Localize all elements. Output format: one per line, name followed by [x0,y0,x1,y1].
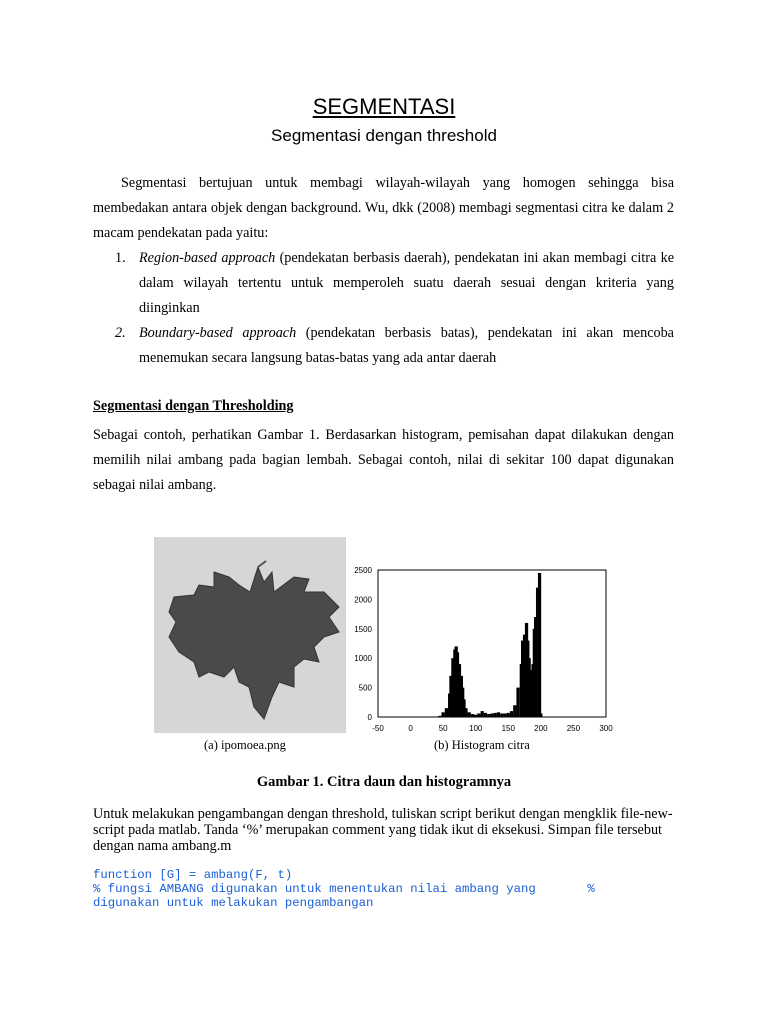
histogram-bar [481,711,484,717]
x-tick-label: 100 [469,724,483,733]
histogram-bar [510,711,513,717]
x-tick-label: 200 [534,724,548,733]
histogram-bar [471,714,474,717]
histogram-bar [445,708,448,717]
figure [150,534,620,764]
list-desc: (pendekatan berbasis batas), pendekatan ini akan mencoba menemukan secara langsung batas-batas yang ada antar daerah [139,325,674,366]
histogram-bar [484,713,487,717]
section-paragraph: Sebagai contoh, perhatikan Gambar 1. Berdasarkan histogram, pemisahan dapat dilakukan dengan memilih nilai ambang pada bagian lembah. Sebagai contoh, nilai di sekitar 100 dapat digunakan sebagai nilai ambang. [93,427,674,493]
x-tick-label: 0 [408,724,413,733]
y-tick-label: 2500 [354,566,372,575]
code-block [93,868,693,910]
histogram-bar [490,713,493,717]
list-term: Region-based approach [139,250,276,266]
histogram-bar [503,713,506,717]
plot-frame [378,570,606,717]
instruction-paragraph: Untuk melakukan pengambangan dengan threshold, tuliskan script berikut dengan mengklik file-new-script pada matlab. Tanda ‘%’ merupakan comment yang tidak ikut di eksekusi. Simpan file tersebut dengan nama ambang.m [93,806,673,854]
histogram-bar [507,713,510,717]
y-tick-label: 1500 [354,624,372,634]
histogram-bar [538,573,541,717]
code-line: digunakan untuk melakukan pengambangan [93,896,374,910]
leaf-image [154,537,346,733]
page-title: SEGMENTASI [312,94,456,119]
y-tick-label: 0 [367,713,372,722]
label-b: (b) Histogram citra [434,738,530,752]
list-desc: (pendekatan berbasis daerah), pendekatan ini akan membagi citra ke dalam wilayah tertentu untuk memperoleh suatu daerah sesuai dengan kriteria yang diinginkan [139,250,674,316]
x-tick-label: 250 [566,724,581,733]
x-tick-label: 300 [599,724,613,733]
approach-list [93,246,674,371]
histogram-bar [477,713,480,717]
list-number: 2. [115,325,126,341]
code-line: function [G] = ambang(F, t) [93,868,293,882]
histogram-bar [500,713,503,717]
page-subtitle: Segmentasi dengan threshold [271,126,497,145]
x-tick-label: -50 [372,724,384,733]
intro-paragraph: Segmentasi bertujuan untuk membagi wilayah-wilayah yang homogen sehingga bisa membedakan antara objek dengan background. Wu, dkk (2008) membagi segmentasi citra ke dalam 2 macam pendekatan pada yaitu: [93,175,674,241]
histogram-bar [464,708,467,717]
list-item [93,246,674,321]
list-number: 1. [115,250,126,266]
code-line: % fungsi AMBANG digunakan untuk menentukan nilai ambang yang % [93,882,595,896]
x-tick-label: 50 [438,724,448,733]
histogram-bar [487,714,490,717]
list-item [93,321,674,371]
histogram-chart [346,562,616,762]
histogram-bar [442,712,445,717]
section-heading: Segmentasi dengan Thresholding [93,398,294,414]
y-tick-label: 500 [358,683,372,693]
figure-caption: Gambar 1. Citra daun dan histogramnya [256,774,512,790]
label-a: (a) ipomoea.png [204,738,286,752]
histogram-bar [468,712,471,717]
histogram-bar [438,716,441,717]
x-tick-label: 150 [501,724,515,733]
list-term: Boundary-based approach [139,325,297,341]
histogram-bar [497,712,500,717]
histogram-bar [474,715,477,717]
histogram-bar [516,688,519,717]
histogram-bar [494,713,497,717]
histogram-bar [513,705,516,717]
histogram-bar [539,713,542,717]
y-tick-label: 2000 [354,595,372,605]
y-tick-label: 1000 [354,654,372,664]
